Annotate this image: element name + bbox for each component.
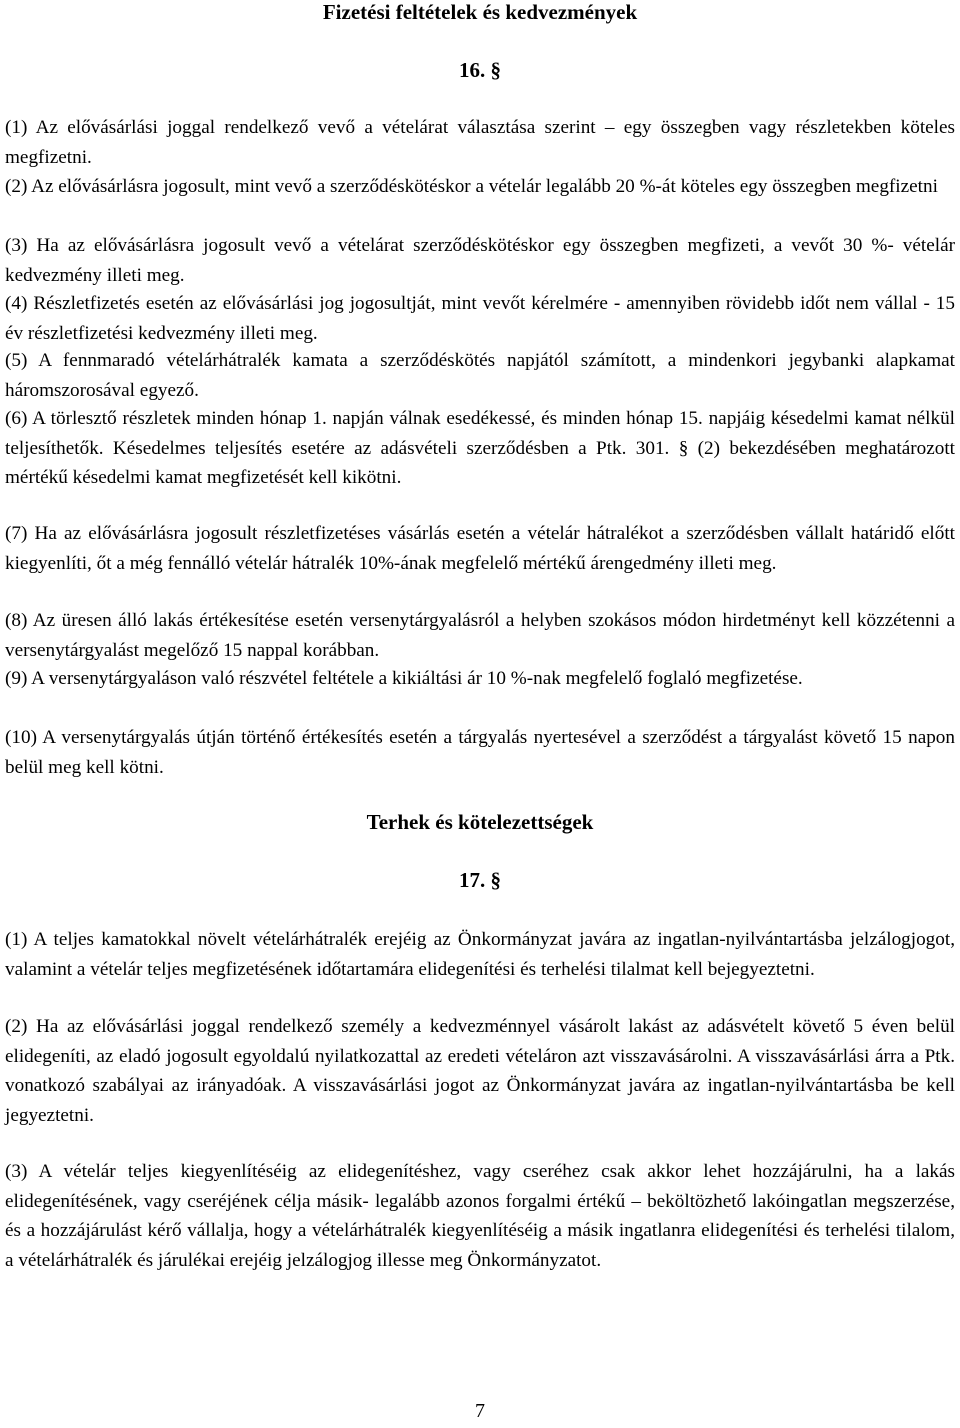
paragraph-16-8: (8) Az üresen álló lakás értékesítése esetén versenytárgyalásról a helyben szokásos módon hirdetményt kell közzétenni a versenytárgyalást megelőző 15 nappal korábban. bbox=[5, 610, 955, 661]
paragraph-16-10: (10) A versenytárgyalás útján történő értékesítés esetén a tárgyalás nyertesével a szerződést a tárgyalást követő 15 napon belül meg kell kötni. bbox=[5, 727, 955, 778]
paragraph-16-1: (1) Az elővásárlási joggal rendelkező vevő a vételárat választása szerint – egy összegben vagy részletekben köteles megfizetni. bbox=[5, 117, 955, 168]
section-17-label: 17. § bbox=[459, 868, 501, 892]
paragraph-16-4: (4) Részletfizetés esetén az elővásárlási jog jogosultját, mint vevőt kérelmére - amennyiben rövidebb időt nem vállal - 15 év részletfizetési kedvezmény illeti meg. bbox=[5, 293, 955, 344]
paragraph-16-6: (6) A törlesztő részletek minden hónap 1. napján válnak esedékessé, és minden hónap 15. napjáig késedelmi kamat nélkül teljesíthetők. Késedelmes teljesítés esetére az adásvételi szerződésben a Ptk. 301. § (2) bekezdésében meghatározott mértékű késedelmi kamat megfizetését kell kikötni. bbox=[5, 408, 955, 489]
paragraph-16-3: (3) Ha az elővásárlásra jogosult vevő a vételárat szerződéskötéskor egy összegben megfizeti, a vevőt 30 %- vételár kedvezmény illeti meg. bbox=[5, 235, 955, 286]
paragraph-16-5: (5) A fennmaradó vételárhátralék kamata a szerződéskötés napjától számított, a mindenkori jegybanki alapkamat háromszorosával egyező. bbox=[5, 350, 955, 401]
page-number: 7 bbox=[475, 1400, 485, 1422]
heading-payment-terms: Fizetési feltételek és kedvezmények bbox=[322, 0, 638, 24]
heading-burdens: Terhek és kötelezettségek bbox=[366, 810, 594, 834]
paragraph-17-3: (3) A vételár teljes kiegyenlítéséig az elidegenítéshez, vagy cseréhez csak akkor lehet hozzájárulni, ha a lakás elidegenítésének, vagy cseréjének célja másik- legalább azonos forgalmi értékű – beköltözhető lakóingatlan megszerzése, és a hozzájárulást kérő vállalja, hogy a vételárhátralék kiegyenlítéséig a másik ingatlanra elidegenítési és terhelési tilalom, a vételárhátralék és járulékai erejéig jelzálogjog illesse meg Önkormányzatot. bbox=[5, 1161, 955, 1271]
paragraph-16-7: (7) Ha az elővásárlásra jogosult részletfizetéses vásárlás esetén a vételár hátralékot a szerződésben vállalt határidő előtt kiegyenlíti, őt a még fennálló vételár hátralék 10%-ának megfelelő mértékű árengedmény illeti meg. bbox=[5, 523, 955, 574]
paragraph-16-9: (9) A versenytárgyaláson való részvétel feltétele a kikiáltási ár 10 %-nak megfelelő foglaló megfizetése. bbox=[5, 668, 803, 689]
section-16-label: 16. § bbox=[459, 58, 501, 82]
paragraph-16-2: (2) Az elővásárlásra jogosult, mint vevő a szerződéskötéskor a vételár legalább 20 %-át köteles egy összegben megfizetni bbox=[5, 176, 938, 197]
paragraph-17-2: (2) Ha az elővásárlási joggal rendelkező személy a kedvezménnyel vásárolt lakást az adásvételt követő 5 éven belül elidegeníti, az eladó jogosult egyoldalú nyilatkozattal az eredeti vételáron azt visszavásárolni. A visszavásárlási árra a Ptk. vonatkozó szabályai az irányadóak. A visszavásárlási jogot az Önkormányzat javára az ingatlan-nyilvántartásba be kell jegyeztetni. bbox=[5, 1016, 955, 1126]
paragraph-17-1: (1) A teljes kamatokkal növelt vételárhátralék erejéig az Önkormányzat javára az ingatlan-nyilvántartásba jelzálogjogot, valamint a vételár teljes megfizetésének időtartamára elidegenítési és terhelési tilalmat kell bejegyeztetni. bbox=[5, 929, 955, 980]
